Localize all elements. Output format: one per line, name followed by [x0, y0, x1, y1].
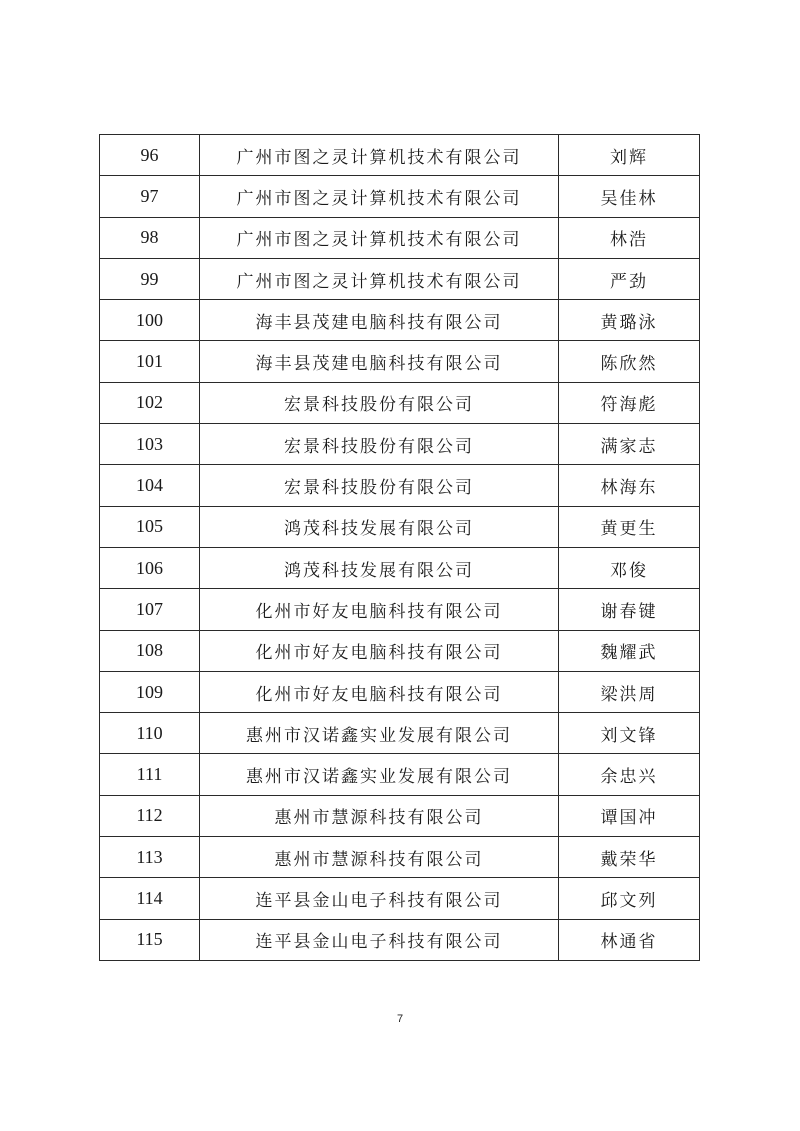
- person-name-cell: 满家志: [559, 424, 700, 465]
- table-row: [100, 424, 700, 465]
- person-name-cell: 刘辉: [559, 135, 700, 176]
- row-number-cell: 111: [100, 754, 200, 795]
- person-name-cell: 邱文列: [559, 878, 700, 919]
- person-name-cell: 林通省: [559, 919, 700, 960]
- table-row: [100, 878, 700, 919]
- row-number-cell: 108: [100, 630, 200, 671]
- table-row: [100, 919, 700, 960]
- company-name-cell: 惠州市汉诺鑫实业发展有限公司: [200, 754, 559, 795]
- table-row: [100, 135, 700, 176]
- table-row: [100, 795, 700, 836]
- table-row: [100, 754, 700, 795]
- row-number-cell: 113: [100, 837, 200, 878]
- person-name-cell: 邓俊: [559, 547, 700, 588]
- roster-table: [99, 134, 700, 961]
- table-row: [100, 547, 700, 588]
- table-row: [100, 258, 700, 299]
- roster-table-body: [100, 135, 700, 961]
- person-name-cell: 符海彪: [559, 382, 700, 423]
- row-number-cell: 107: [100, 589, 200, 630]
- person-name-cell: 林海东: [559, 465, 700, 506]
- company-name-cell: 广州市图之灵计算机技术有限公司: [200, 217, 559, 258]
- table-row: [100, 506, 700, 547]
- table-row: [100, 630, 700, 671]
- person-name-cell: 黄更生: [559, 506, 700, 547]
- row-number-cell: 106: [100, 547, 200, 588]
- company-name-cell: 化州市好友电脑科技有限公司: [200, 589, 559, 630]
- table-row: [100, 589, 700, 630]
- person-name-cell: 魏耀武: [559, 630, 700, 671]
- company-name-cell: 广州市图之灵计算机技术有限公司: [200, 176, 559, 217]
- company-name-cell: 惠州市慧源科技有限公司: [200, 795, 559, 836]
- page-number: 7: [396, 1013, 404, 1025]
- company-name-cell: 宏景科技股份有限公司: [200, 424, 559, 465]
- company-name-cell: 宏景科技股份有限公司: [200, 465, 559, 506]
- table-row: [100, 465, 700, 506]
- company-name-cell: 鸿茂科技发展有限公司: [200, 547, 559, 588]
- table-row: [100, 176, 700, 217]
- table-row: [100, 837, 700, 878]
- row-number-cell: 115: [100, 919, 200, 960]
- person-name-cell: 林浩: [559, 217, 700, 258]
- company-name-cell: 鸿茂科技发展有限公司: [200, 506, 559, 547]
- company-name-cell: 连平县金山电子科技有限公司: [200, 919, 559, 960]
- row-number-cell: 97: [100, 176, 200, 217]
- row-number-cell: 112: [100, 795, 200, 836]
- company-name-cell: 海丰县茂建电脑科技有限公司: [200, 341, 559, 382]
- company-name-cell: 海丰县茂建电脑科技有限公司: [200, 300, 559, 341]
- person-name-cell: 梁洪周: [559, 671, 700, 712]
- row-number-cell: 96: [100, 135, 200, 176]
- table-row: [100, 341, 700, 382]
- company-name-cell: 惠州市汉诺鑫实业发展有限公司: [200, 713, 559, 754]
- person-name-cell: 余忠兴: [559, 754, 700, 795]
- company-name-cell: 广州市图之灵计算机技术有限公司: [200, 258, 559, 299]
- row-number-cell: 110: [100, 713, 200, 754]
- company-name-cell: 惠州市慧源科技有限公司: [200, 837, 559, 878]
- table-row: [100, 671, 700, 712]
- row-number-cell: 101: [100, 341, 200, 382]
- table-row: [100, 217, 700, 258]
- person-name-cell: 戴荣华: [559, 837, 700, 878]
- row-number-cell: 99: [100, 258, 200, 299]
- person-name-cell: 刘文锋: [559, 713, 700, 754]
- row-number-cell: 103: [100, 424, 200, 465]
- table-row: [100, 713, 700, 754]
- company-name-cell: 宏景科技股份有限公司: [200, 382, 559, 423]
- row-number-cell: 100: [100, 300, 200, 341]
- row-number-cell: 109: [100, 671, 200, 712]
- table-row: [100, 382, 700, 423]
- row-number-cell: 104: [100, 465, 200, 506]
- table-row: [100, 300, 700, 341]
- person-name-cell: 陈欣然: [559, 341, 700, 382]
- row-number-cell: 98: [100, 217, 200, 258]
- company-name-cell: 化州市好友电脑科技有限公司: [200, 671, 559, 712]
- row-number-cell: 114: [100, 878, 200, 919]
- person-name-cell: 黄璐泳: [559, 300, 700, 341]
- company-name-cell: 广州市图之灵计算机技术有限公司: [200, 135, 559, 176]
- person-name-cell: 谭国冲: [559, 795, 700, 836]
- row-number-cell: 105: [100, 506, 200, 547]
- company-name-cell: 连平县金山电子科技有限公司: [200, 878, 559, 919]
- person-name-cell: 吴佳林: [559, 176, 700, 217]
- company-name-cell: 化州市好友电脑科技有限公司: [200, 630, 559, 671]
- person-name-cell: 谢春键: [559, 589, 700, 630]
- row-number-cell: 102: [100, 382, 200, 423]
- person-name-cell: 严劲: [559, 258, 700, 299]
